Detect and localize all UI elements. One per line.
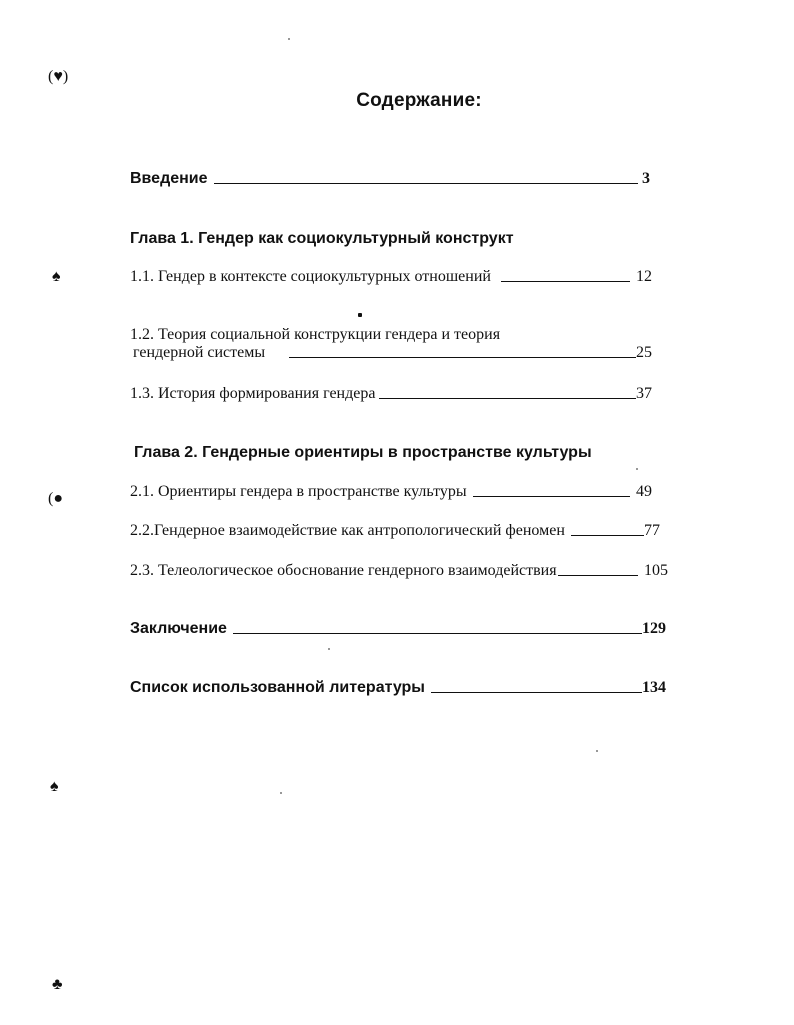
toc-entry-label: Введение bbox=[130, 170, 208, 187]
toc-leader-line bbox=[214, 183, 638, 184]
toc-page-number: 12 bbox=[636, 268, 652, 285]
toc-leader-line bbox=[233, 633, 642, 634]
toc-entry-label: 1.3. История формирования гендера bbox=[130, 385, 376, 402]
page-title: Содержание: bbox=[356, 90, 482, 111]
binder-hole-mark: ♣ bbox=[52, 976, 63, 993]
toc-entry-label-line1: 1.2. Теория социальной конструкции гендера и теория bbox=[130, 326, 501, 343]
binder-hole-mark: ♠ bbox=[52, 268, 61, 285]
toc-leader-line bbox=[501, 281, 630, 282]
scan-speck bbox=[358, 313, 362, 317]
toc-entry-label: 2.1. Ориентиры гендера в пространстве культуры bbox=[130, 483, 467, 500]
toc-page-number: 77 bbox=[644, 522, 660, 539]
toc-page-number: 105 bbox=[644, 562, 668, 579]
toc-page-number: 3 bbox=[642, 170, 650, 187]
toc-entry-label: 1.1. Гендер в контексте социокультурных отношений bbox=[130, 268, 491, 285]
toc-leader-line bbox=[473, 496, 630, 497]
toc-entry-introduction[interactable] bbox=[130, 170, 650, 188]
toc-page-number: 129 bbox=[642, 620, 666, 637]
toc-page-number: 49 bbox=[636, 483, 652, 500]
toc-entry-2-3[interactable] bbox=[130, 562, 668, 580]
toc-entry-conclusion[interactable] bbox=[130, 620, 666, 638]
toc-leader-line bbox=[379, 398, 636, 399]
scan-speck bbox=[280, 792, 282, 794]
toc-entry-label: Заключение bbox=[130, 620, 227, 637]
binder-hole-mark: ♠ bbox=[50, 778, 59, 795]
toc-entry-2-2[interactable] bbox=[130, 522, 660, 540]
toc-leader-line bbox=[571, 535, 644, 536]
toc-entry-2-1[interactable] bbox=[130, 483, 652, 501]
toc-page-number: 25 bbox=[636, 344, 652, 361]
chapter-1-heading: Глава 1. Гендер как социокультурный конструкт bbox=[130, 230, 514, 247]
toc-page-number: 134 bbox=[642, 679, 666, 696]
chapter-2-heading: Глава 2. Гендерные ориентиры в пространстве культуры bbox=[134, 444, 592, 461]
scan-speck bbox=[636, 468, 638, 470]
toc-leader-line bbox=[289, 357, 636, 358]
toc-entry-label: Список использованной литературы bbox=[130, 679, 425, 696]
scan-speck bbox=[596, 750, 598, 752]
toc-entry-bibliography[interactable] bbox=[130, 679, 666, 697]
toc-entry-label-line2: гендерной системы bbox=[133, 344, 266, 361]
toc-leader-line bbox=[558, 575, 638, 576]
scan-speck bbox=[288, 38, 290, 40]
toc-entry-label: 2.3. Телеологическое обоснование гендерного взаимодействия bbox=[130, 562, 557, 579]
binder-hole-mark: (● bbox=[48, 490, 63, 507]
toc-entry-1-3[interactable] bbox=[130, 385, 652, 403]
toc-leader-line bbox=[431, 692, 642, 693]
scan-speck bbox=[328, 648, 330, 650]
toc-entry-1-2[interactable] bbox=[130, 326, 652, 362]
binder-hole-mark: (♥) bbox=[48, 68, 69, 85]
toc-entry-label: 2.2.Гендерное взаимодействие как антропологический феномен bbox=[130, 522, 565, 539]
toc-entry-1-1[interactable] bbox=[130, 268, 652, 286]
toc-page-number: 37 bbox=[636, 385, 652, 402]
